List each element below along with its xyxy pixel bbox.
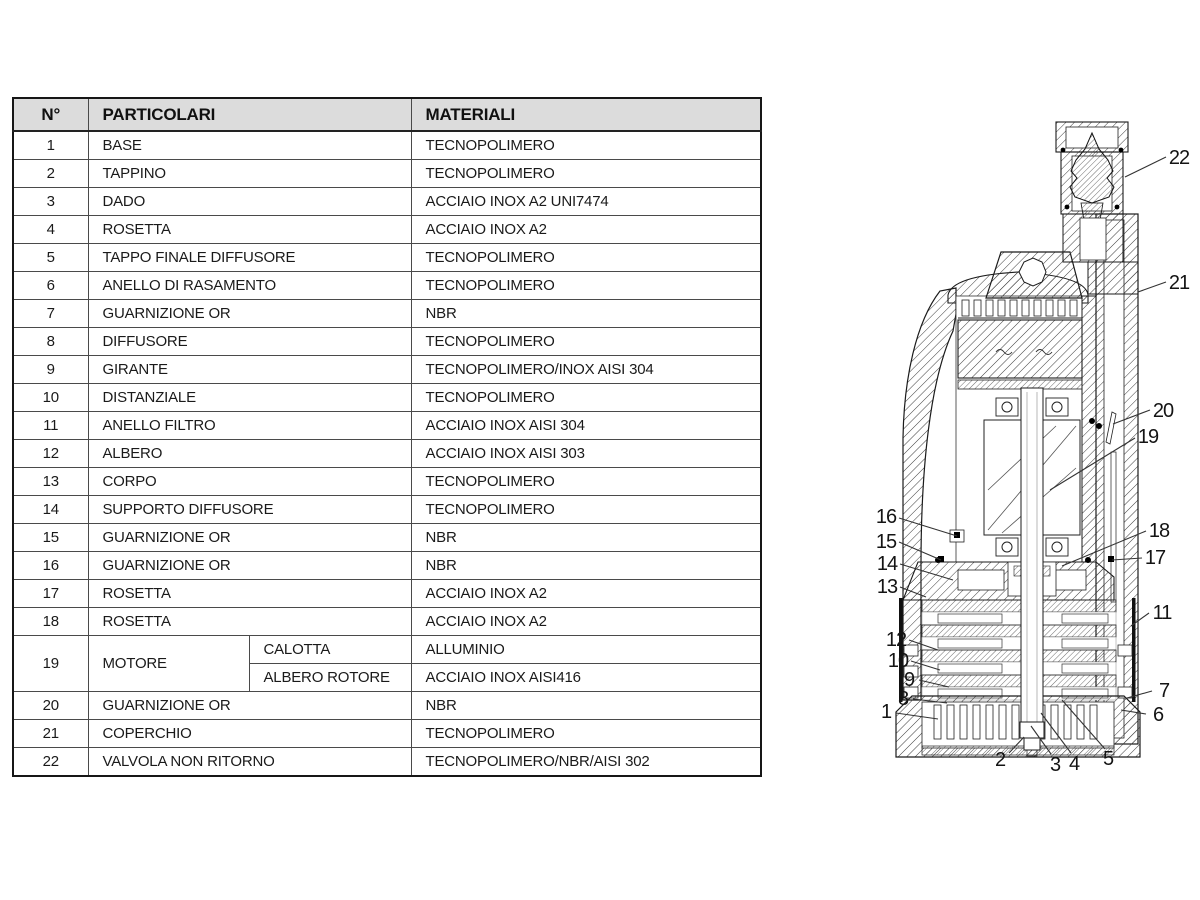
- cell-n: 19: [13, 636, 88, 692]
- cell-n: 14: [13, 496, 88, 524]
- cell-part: GUARNIZIONE OR: [88, 552, 411, 580]
- cell-n: 15: [13, 524, 88, 552]
- callout-label-14: 14: [876, 553, 898, 575]
- cell-material: ACCIAIO INOX AISI 304: [411, 412, 761, 440]
- cell-material: ACCIAIO INOX A2: [411, 580, 761, 608]
- callout-label-2: 2: [994, 749, 1006, 771]
- cell-n: 1: [13, 131, 88, 160]
- cell-material: TECNOPOLIMERO/INOX AISI 304: [411, 356, 761, 384]
- callout-label-16: 16: [875, 506, 897, 528]
- cell-material: NBR: [411, 524, 761, 552]
- cell-part: ALBERO: [88, 440, 411, 468]
- callout-label-5: 5: [1102, 748, 1114, 770]
- callout-label-18: 18: [1148, 520, 1170, 542]
- cell-part: TAPPO FINALE DIFFUSORE: [88, 244, 411, 272]
- cell-part: DIFFUSORE: [88, 328, 411, 356]
- callout-label-13: 13: [876, 576, 898, 598]
- cell-n: 2: [13, 160, 88, 188]
- callout-label-3: 3: [1049, 754, 1061, 776]
- cell-material: ACCIAIO INOX AISI416: [411, 664, 761, 692]
- cell-material: TECNOPOLIMERO: [411, 244, 761, 272]
- cell-material: ACCIAIO INOX A2: [411, 216, 761, 244]
- cell-n: 11: [13, 412, 88, 440]
- cell-part: ANELLO FILTRO: [88, 412, 411, 440]
- cell-material: ACCIAIO INOX AISI 303: [411, 440, 761, 468]
- callout-label-20: 20: [1152, 400, 1174, 422]
- callout-label-9: 9: [903, 669, 915, 691]
- cell-material: NBR: [411, 692, 761, 720]
- callout-label-12: 12: [885, 629, 907, 651]
- cell-material: ALLUMINIO: [411, 636, 761, 664]
- cell-n: 9: [13, 356, 88, 384]
- cell-n: 5: [13, 244, 88, 272]
- cell-part: TAPPINO: [88, 160, 411, 188]
- cell-subpart: CALOTTA: [249, 636, 411, 664]
- callout-label-21: 21: [1168, 272, 1190, 294]
- cell-part: DADO: [88, 188, 411, 216]
- cell-part: GIRANTE: [88, 356, 411, 384]
- cell-part: SUPPORTO DIFFUSORE: [88, 496, 411, 524]
- cell-subpart: ALBERO ROTORE: [249, 664, 411, 692]
- cell-material: TECNOPOLIMERO/NBR/AISI 302: [411, 748, 761, 777]
- cell-n: 17: [13, 580, 88, 608]
- cell-part: CORPO: [88, 468, 411, 496]
- cell-n: 7: [13, 300, 88, 328]
- callout-label-10: 10: [887, 650, 909, 672]
- cell-part: ANELLO DI RASAMENTO: [88, 272, 411, 300]
- callout-label-7: 7: [1158, 680, 1170, 702]
- cell-n: 13: [13, 468, 88, 496]
- cell-part: VALVOLA NON RITORNO: [88, 748, 411, 777]
- cell-material: TECNOPOLIMERO: [411, 384, 761, 412]
- callout-label-1: 1: [880, 701, 892, 723]
- cell-part: ROSETTA: [88, 216, 411, 244]
- cell-material: TECNOPOLIMERO: [411, 496, 761, 524]
- cell-material: NBR: [411, 300, 761, 328]
- cell-n: 8: [13, 328, 88, 356]
- cell-n: 22: [13, 748, 88, 777]
- cell-n: 4: [13, 216, 88, 244]
- cell-n: 12: [13, 440, 88, 468]
- callout-label-15: 15: [875, 531, 897, 553]
- cell-part: GUARNIZIONE OR: [88, 524, 411, 552]
- cell-n: 20: [13, 692, 88, 720]
- cell-n: 21: [13, 720, 88, 748]
- cell-part: DISTANZIALE: [88, 384, 411, 412]
- cell-n: 6: [13, 272, 88, 300]
- cell-part: GUARNIZIONE OR: [88, 300, 411, 328]
- cell-material: TECNOPOLIMERO: [411, 160, 761, 188]
- pump-body: [896, 122, 1140, 757]
- cell-part: ROSETTA: [88, 580, 411, 608]
- callout-label-22: 22: [1168, 147, 1190, 169]
- cell-material: TECNOPOLIMERO: [411, 720, 761, 748]
- header-n: N°: [13, 98, 88, 131]
- callout-label-17: 17: [1144, 547, 1166, 569]
- cell-part: BASE: [88, 131, 411, 160]
- cell-material: TECNOPOLIMERO: [411, 272, 761, 300]
- callout-label-11: 11: [1152, 602, 1172, 624]
- cell-n: 10: [13, 384, 88, 412]
- cell-material: TECNOPOLIMERO: [411, 468, 761, 496]
- cell-part: MOTORE: [88, 636, 249, 692]
- shaft: [1021, 388, 1043, 736]
- header-material: MATERIALI: [411, 98, 761, 131]
- impeller-stack: [922, 600, 1116, 700]
- cell-n: 18: [13, 608, 88, 636]
- callout-label-4: 4: [1068, 753, 1080, 775]
- cell-n: 16: [13, 552, 88, 580]
- header-part: PARTICOLARI: [88, 98, 411, 131]
- callout-label-6: 6: [1152, 704, 1164, 726]
- callout-label-19: 19: [1137, 426, 1159, 448]
- cell-material: NBR: [411, 552, 761, 580]
- cell-material: TECNOPOLIMERO: [411, 131, 761, 160]
- cell-n: 3: [13, 188, 88, 216]
- cell-part: COPERCHIO: [88, 720, 411, 748]
- cell-part: GUARNIZIONE OR: [88, 692, 411, 720]
- cell-material: TECNOPOLIMERO: [411, 328, 761, 356]
- cell-part: ROSETTA: [88, 608, 411, 636]
- cell-material: ACCIAIO INOX A2: [411, 608, 761, 636]
- callout-label-8: 8: [897, 688, 909, 710]
- cell-material: ACCIAIO INOX A2 UNI7474: [411, 188, 761, 216]
